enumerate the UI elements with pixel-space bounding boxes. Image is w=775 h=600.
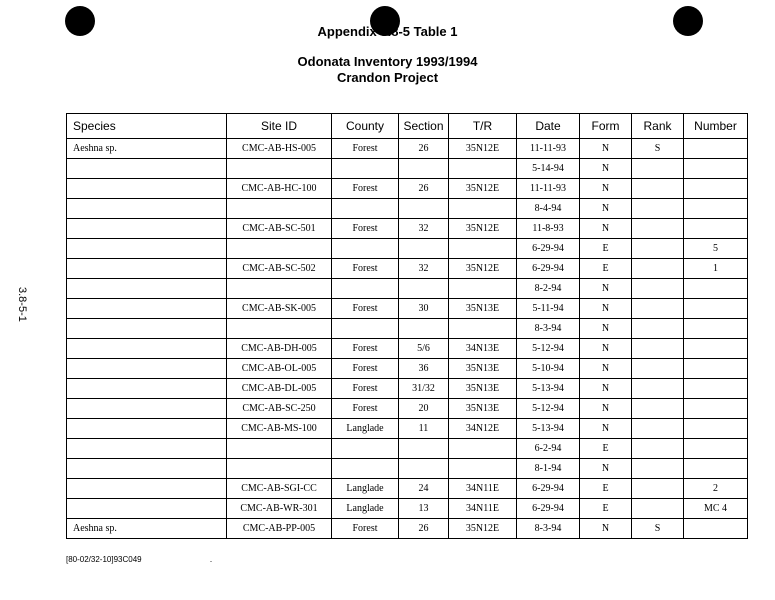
table-cell: 6-29-94 [517,239,580,259]
table-cell: E [580,239,632,259]
table-cell [332,459,399,479]
table-cell [684,159,748,179]
table-cell [67,499,227,519]
table-cell: 35N13E [449,399,517,419]
column-header: Number [684,114,748,139]
table-cell [67,399,227,419]
table-cell [399,439,449,459]
table-cell: CMC-AB-MS-100 [227,419,332,439]
table-cell [684,419,748,439]
table-cell: N [580,179,632,199]
table-cell: E [580,499,632,519]
table-cell: 31/32 [399,379,449,399]
table-cell: N [580,279,632,299]
table-cell [632,419,684,439]
table-cell [449,459,517,479]
page-number-side: 3.8-5-1 [16,287,28,322]
table-row [67,479,748,499]
table-header-row [67,114,748,139]
table-cell: Forest [332,399,399,419]
page-title: Odonata Inventory 1993/1994 [297,54,478,69]
table-cell [67,179,227,199]
table-cell [67,219,227,239]
table-row [67,359,748,379]
table-cell: N [580,359,632,379]
table-cell: CMC-AB-DL-005 [227,379,332,399]
table-cell: 35N12E [449,139,517,159]
table-cell [684,519,748,539]
table-cell [67,479,227,499]
table-cell: E [580,479,632,499]
table-cell [399,459,449,479]
document-code: [80-02/32-10]93C049 [66,555,142,564]
table-cell: 5 [684,239,748,259]
table-cell: 5-11-94 [517,299,580,319]
table-cell: Langlade [332,499,399,519]
odonata-inventory-table [66,113,748,539]
table-cell: CMC-AB-SC-501 [227,219,332,239]
table-cell: 6-2-94 [517,439,580,459]
table-cell [632,359,684,379]
table-cell: S [632,519,684,539]
table-cell: 34N11E [449,499,517,519]
appendix-title: Appendix 3.8-5 Table 1 [317,24,458,39]
table-cell: 35N13E [449,359,517,379]
table-cell [67,359,227,379]
table-cell: 5-10-94 [517,359,580,379]
column-header: Species [67,114,227,139]
column-header: T/R [449,114,517,139]
table-cell [632,199,684,219]
table-cell [684,139,748,159]
table-cell [632,339,684,359]
table-cell: CMC-AB-OL-005 [227,359,332,379]
table-cell: 26 [399,139,449,159]
table-cell [684,379,748,399]
table-cell [67,279,227,299]
table-cell [227,459,332,479]
table-cell [399,199,449,219]
table-cell: 11-8-93 [517,219,580,239]
table-cell: CMC-AB-DH-005 [227,339,332,359]
table-cell: 11 [399,419,449,439]
table-cell: N [580,399,632,419]
table-row [67,299,748,319]
table-cell: CMC-AB-WR-301 [227,499,332,519]
table-cell: Forest [332,259,399,279]
column-header: Date [517,114,580,139]
table-cell [632,179,684,199]
table-cell [227,239,332,259]
table-row [67,439,748,459]
table-cell [399,159,449,179]
table-cell [67,299,227,319]
table-cell: N [580,419,632,439]
table-cell [332,159,399,179]
table-cell [399,239,449,259]
table-cell: CMC-AB-PP-005 [227,519,332,539]
table-cell: Forest [332,139,399,159]
table-cell [227,439,332,459]
table-cell [684,179,748,199]
table-cell: N [580,519,632,539]
table-cell: 8-2-94 [517,279,580,299]
table-cell: 34N12E [449,419,517,439]
table-cell: Forest [332,379,399,399]
table-cell: N [580,459,632,479]
column-header: Rank [632,114,684,139]
table-cell: 26 [399,179,449,199]
table-cell [632,299,684,319]
table-cell [449,319,517,339]
table-cell: E [580,259,632,279]
table-cell: Aeshna sp. [67,519,227,539]
table-cell: CMC-AB-SC-250 [227,399,332,419]
table-cell [67,239,227,259]
table-cell: 34N13E [449,339,517,359]
table-cell: 5-14-94 [517,159,580,179]
page-subtitle: Crandon Project [336,70,439,85]
table-cell [67,379,227,399]
table-cell: 13 [399,499,449,519]
table-row [67,139,748,159]
table-row [67,179,748,199]
table-cell [67,199,227,219]
table-cell [449,159,517,179]
table-cell: N [580,219,632,239]
table-cell: Langlade [332,479,399,499]
table-cell [227,199,332,219]
table-row [67,459,748,479]
table-cell: 20 [399,399,449,419]
table-cell: N [580,299,632,319]
table-cell: N [580,199,632,219]
table-cell [332,439,399,459]
table-row [67,499,748,519]
table-cell [67,459,227,479]
table-row [67,239,748,259]
table-cell [632,439,684,459]
table-cell: 32 [399,219,449,239]
table-cell [684,439,748,459]
table-cell: N [580,379,632,399]
table-cell: MC 4 [684,499,748,519]
table-cell: 24 [399,479,449,499]
table-row [67,419,748,439]
table-cell: CMC-AB-HC-100 [227,179,332,199]
table-cell: Forest [332,519,399,539]
table-cell [67,339,227,359]
table-cell: N [580,139,632,159]
table-cell [632,159,684,179]
table-cell: CMC-AB-HS-005 [227,139,332,159]
table-cell: 6-29-94 [517,259,580,279]
table-row [67,259,748,279]
table-cell: CMC-AB-SK-005 [227,299,332,319]
table-cell: 5-13-94 [517,419,580,439]
table-row [67,199,748,219]
table-cell: Forest [332,339,399,359]
table-cell: 5-12-94 [517,339,580,359]
table-cell: 8-1-94 [517,459,580,479]
table-cell [227,319,332,339]
table-cell: 35N12E [449,179,517,199]
table-cell [332,239,399,259]
table-cell [632,219,684,239]
table-cell: 1 [684,259,748,279]
table-cell: 32 [399,259,449,279]
table-cell: 6-29-94 [517,479,580,499]
table-cell: S [632,139,684,159]
table-cell [227,279,332,299]
table-row [67,519,748,539]
table-cell [399,279,449,299]
table-cell: Aeshna sp. [67,139,227,159]
table-cell [632,459,684,479]
table-cell [227,159,332,179]
table-cell [684,319,748,339]
table-cell [632,499,684,519]
table-cell [67,439,227,459]
table-cell [67,419,227,439]
table-cell: 11-11-93 [517,179,580,199]
table-cell [684,279,748,299]
table-cell [632,259,684,279]
table-cell: 2 [684,479,748,499]
table-cell: 5-13-94 [517,379,580,399]
table-cell: CMC-AB-SC-502 [227,259,332,279]
stray-mark: . [210,555,212,564]
table-cell: 35N13E [449,299,517,319]
table-cell: 5/6 [399,339,449,359]
table-cell: 8-3-94 [517,319,580,339]
table-body [67,139,748,539]
table-cell [67,259,227,279]
table-cell: 35N13E [449,379,517,399]
table-cell [632,279,684,299]
table-cell: 8-3-94 [517,519,580,539]
table-cell [332,319,399,339]
column-header: Section [399,114,449,139]
table-cell [684,459,748,479]
table-cell: 35N12E [449,219,517,239]
table-cell [449,279,517,299]
table-cell [399,319,449,339]
table-cell [684,299,748,319]
table-cell: 35N12E [449,519,517,539]
table-cell: N [580,159,632,179]
table-cell [449,199,517,219]
table-cell: 5-12-94 [517,399,580,419]
table-cell [632,479,684,499]
table-cell [449,439,517,459]
table-cell [684,359,748,379]
column-header: Site ID [227,114,332,139]
table-cell: 36 [399,359,449,379]
table-cell [332,199,399,219]
column-header: County [332,114,399,139]
table-cell [632,239,684,259]
table-cell [67,319,227,339]
table-cell [67,159,227,179]
table-row [67,319,748,339]
column-header: Form [580,114,632,139]
table-cell [684,339,748,359]
table-cell: E [580,439,632,459]
table-cell: CMC-AB-SGI-CC [227,479,332,499]
table-cell: Forest [332,359,399,379]
table-cell [632,399,684,419]
table-cell: Forest [332,179,399,199]
table-cell: 6-29-94 [517,499,580,519]
table-cell: 26 [399,519,449,539]
table-cell: 35N12E [449,259,517,279]
table-cell [632,319,684,339]
table-cell: 30 [399,299,449,319]
table-cell [684,399,748,419]
table-cell [449,239,517,259]
table-row [67,219,748,239]
table-cell: Forest [332,219,399,239]
table-cell: N [580,319,632,339]
table-cell [684,199,748,219]
table-cell: 8-4-94 [517,199,580,219]
table-cell: 11-11-93 [517,139,580,159]
table-row [67,399,748,419]
table-cell: 34N11E [449,479,517,499]
table-cell: N [580,339,632,359]
table-row [67,159,748,179]
table-cell [632,379,684,399]
table-row [67,279,748,299]
table-cell [332,279,399,299]
table-cell [684,219,748,239]
table-cell: Langlade [332,419,399,439]
table-row [67,379,748,399]
table-cell: Forest [332,299,399,319]
table-row [67,339,748,359]
